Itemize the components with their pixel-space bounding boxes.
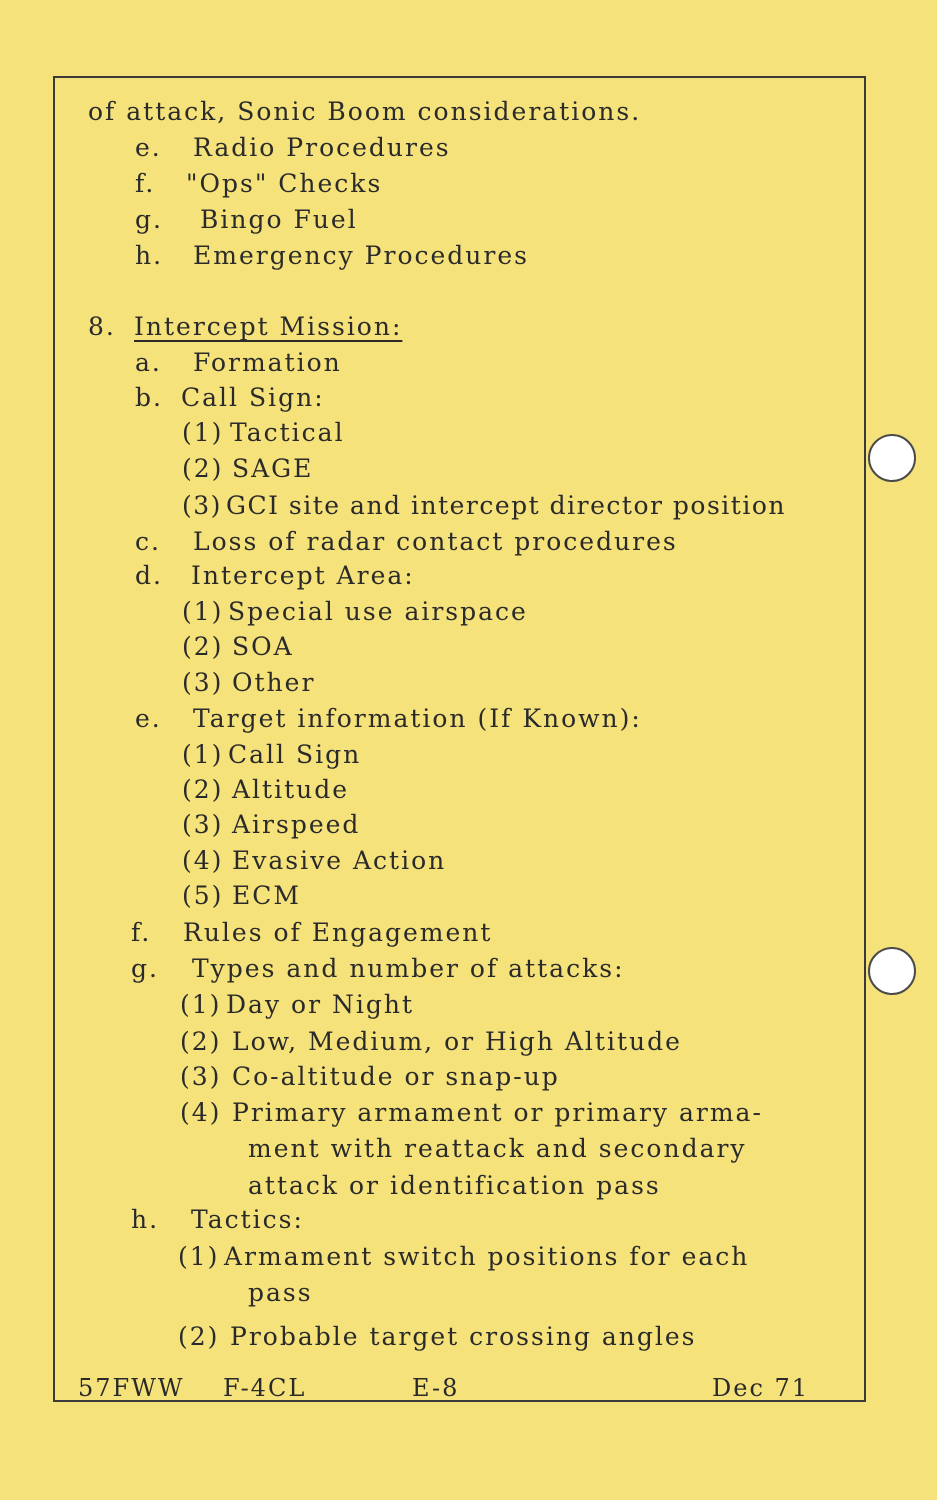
- sub-item-label: (2): [182, 775, 224, 804]
- sub-item: [182, 810, 360, 840]
- section-number: 8.: [88, 312, 116, 341]
- item-text: Bingo Fuel: [200, 205, 358, 234]
- item-label: g.: [131, 954, 159, 983]
- sub-item-text: Airspeed: [232, 810, 361, 839]
- footer-date: Dec 71: [712, 1374, 810, 1402]
- item-text: Emergency Procedures: [193, 241, 529, 270]
- item-text: Tactics:: [191, 1205, 304, 1234]
- sub-item-text: attack or identification pass: [248, 1171, 661, 1200]
- list-item-g: [131, 954, 625, 984]
- sub-item-text: Primary armament or primary arma-: [232, 1098, 763, 1127]
- sub-item: [182, 597, 528, 627]
- sub-item-label: (4): [182, 846, 224, 875]
- footer-page-number: E-8: [412, 1374, 460, 1402]
- item-label: a.: [135, 348, 162, 377]
- item-text: Types and number of attacks:: [192, 954, 625, 983]
- list-item-e: [135, 704, 642, 734]
- item-label: e.: [135, 133, 162, 162]
- item-label: g.: [135, 205, 163, 234]
- sub-item: [180, 1098, 763, 1128]
- section-title: Intercept Mission:: [134, 312, 403, 341]
- sub-item-label: (1): [178, 1242, 220, 1271]
- sub-item-continuation: [248, 1171, 661, 1201]
- sub-item-text: Co-altitude or snap-up: [232, 1062, 560, 1091]
- item-label: b.: [135, 383, 163, 412]
- sub-item-label: (1): [182, 418, 224, 447]
- sub-item-text: ment with reattack and secondary: [248, 1134, 747, 1163]
- sub-item-text: Low, Medium, or High Altitude: [232, 1027, 682, 1056]
- list-item-f: [131, 918, 492, 948]
- item-text: Radio Procedures: [193, 133, 451, 162]
- sub-item: [182, 491, 786, 521]
- sub-item-continuation: [248, 1278, 313, 1308]
- sub-item: [178, 1242, 749, 1272]
- sub-item-label: (1): [182, 597, 224, 626]
- list-item-g: [135, 205, 358, 235]
- sub-item-label: (2): [182, 632, 224, 661]
- sub-item-label: (5): [182, 881, 224, 910]
- item-text: Target information (If Known):: [193, 704, 642, 733]
- item-text: Call Sign:: [181, 383, 325, 412]
- item-text: Formation: [193, 348, 342, 377]
- sub-item-label: (3): [182, 668, 224, 697]
- continuation-line: [88, 97, 641, 127]
- item-text: Rules of Engagement: [183, 918, 493, 947]
- list-item-h: [131, 1205, 304, 1235]
- sub-item-text: ECM: [232, 881, 301, 910]
- sub-item-text: GCI site and intercept director position: [226, 491, 786, 520]
- sub-item-label: (2): [178, 1322, 220, 1351]
- sub-item: [182, 632, 294, 662]
- item-text: Loss of radar contact procedures: [193, 527, 678, 556]
- sub-item-label: (1): [180, 990, 222, 1019]
- sub-item-label: (2): [182, 454, 224, 483]
- sub-item: [182, 846, 446, 876]
- sub-item-continuation: [248, 1134, 747, 1164]
- sub-item: [182, 881, 301, 911]
- item-label: h.: [131, 1205, 160, 1234]
- section-heading: [88, 312, 402, 342]
- line-text: of attack, Sonic Boom considerations.: [88, 97, 642, 126]
- list-item-d: [135, 561, 415, 591]
- sub-item-text: Evasive Action: [232, 846, 447, 875]
- sub-item-label: (4): [180, 1098, 222, 1127]
- sub-item: [178, 1322, 697, 1352]
- item-label: f.: [131, 918, 152, 947]
- card-border: [53, 76, 866, 1402]
- sub-item: [180, 1062, 560, 1092]
- footer-code: F-4CL: [223, 1374, 307, 1402]
- list-item-h: [135, 241, 529, 271]
- sub-item: [182, 775, 349, 805]
- footer-unit: 57FWW: [78, 1374, 185, 1402]
- sub-item-text: pass: [248, 1278, 313, 1307]
- sub-item-text: Probable target crossing angles: [230, 1322, 697, 1351]
- sub-item: [182, 740, 361, 770]
- punch-hole-bottom: [868, 947, 916, 995]
- item-label: d.: [135, 561, 163, 590]
- sub-item-text: SAGE: [232, 454, 314, 483]
- item-label: f.: [135, 169, 156, 198]
- sub-item: [180, 1027, 682, 1057]
- sub-item: [182, 418, 345, 448]
- item-label: h.: [135, 241, 164, 270]
- sub-item-label: (3): [180, 1062, 222, 1091]
- sub-item-label: (3): [182, 491, 222, 520]
- sub-item-text: Armament switch positions for each: [224, 1242, 750, 1271]
- list-item-f: [135, 169, 382, 199]
- sub-item-text: SOA: [232, 632, 294, 661]
- list-item-b: [135, 383, 325, 413]
- item-label: c.: [135, 527, 161, 556]
- sub-item: [182, 454, 313, 484]
- sub-item-text: Day or Night: [226, 990, 414, 1019]
- item-text: "Ops" Checks: [186, 169, 383, 198]
- item-label: e.: [135, 704, 162, 733]
- sub-item-label: (3): [182, 810, 224, 839]
- item-text: Intercept Area:: [191, 561, 415, 590]
- sub-item: [182, 668, 315, 698]
- list-item-e: [135, 133, 451, 163]
- sub-item-text: Tactical: [230, 418, 345, 447]
- sub-item-text: Special use airspace: [228, 597, 528, 626]
- list-item-a: [135, 348, 342, 378]
- page-footer: [78, 1372, 863, 1404]
- sub-item-text: Altitude: [232, 775, 350, 804]
- list-item-c: [135, 527, 678, 557]
- sub-item-label: (2): [180, 1027, 222, 1056]
- sub-item-label: (1): [182, 740, 224, 769]
- sub-item: [180, 990, 414, 1020]
- sub-item-text: Other: [232, 668, 316, 697]
- punch-hole-top: [868, 434, 916, 482]
- sub-item-text: Call Sign: [228, 740, 362, 769]
